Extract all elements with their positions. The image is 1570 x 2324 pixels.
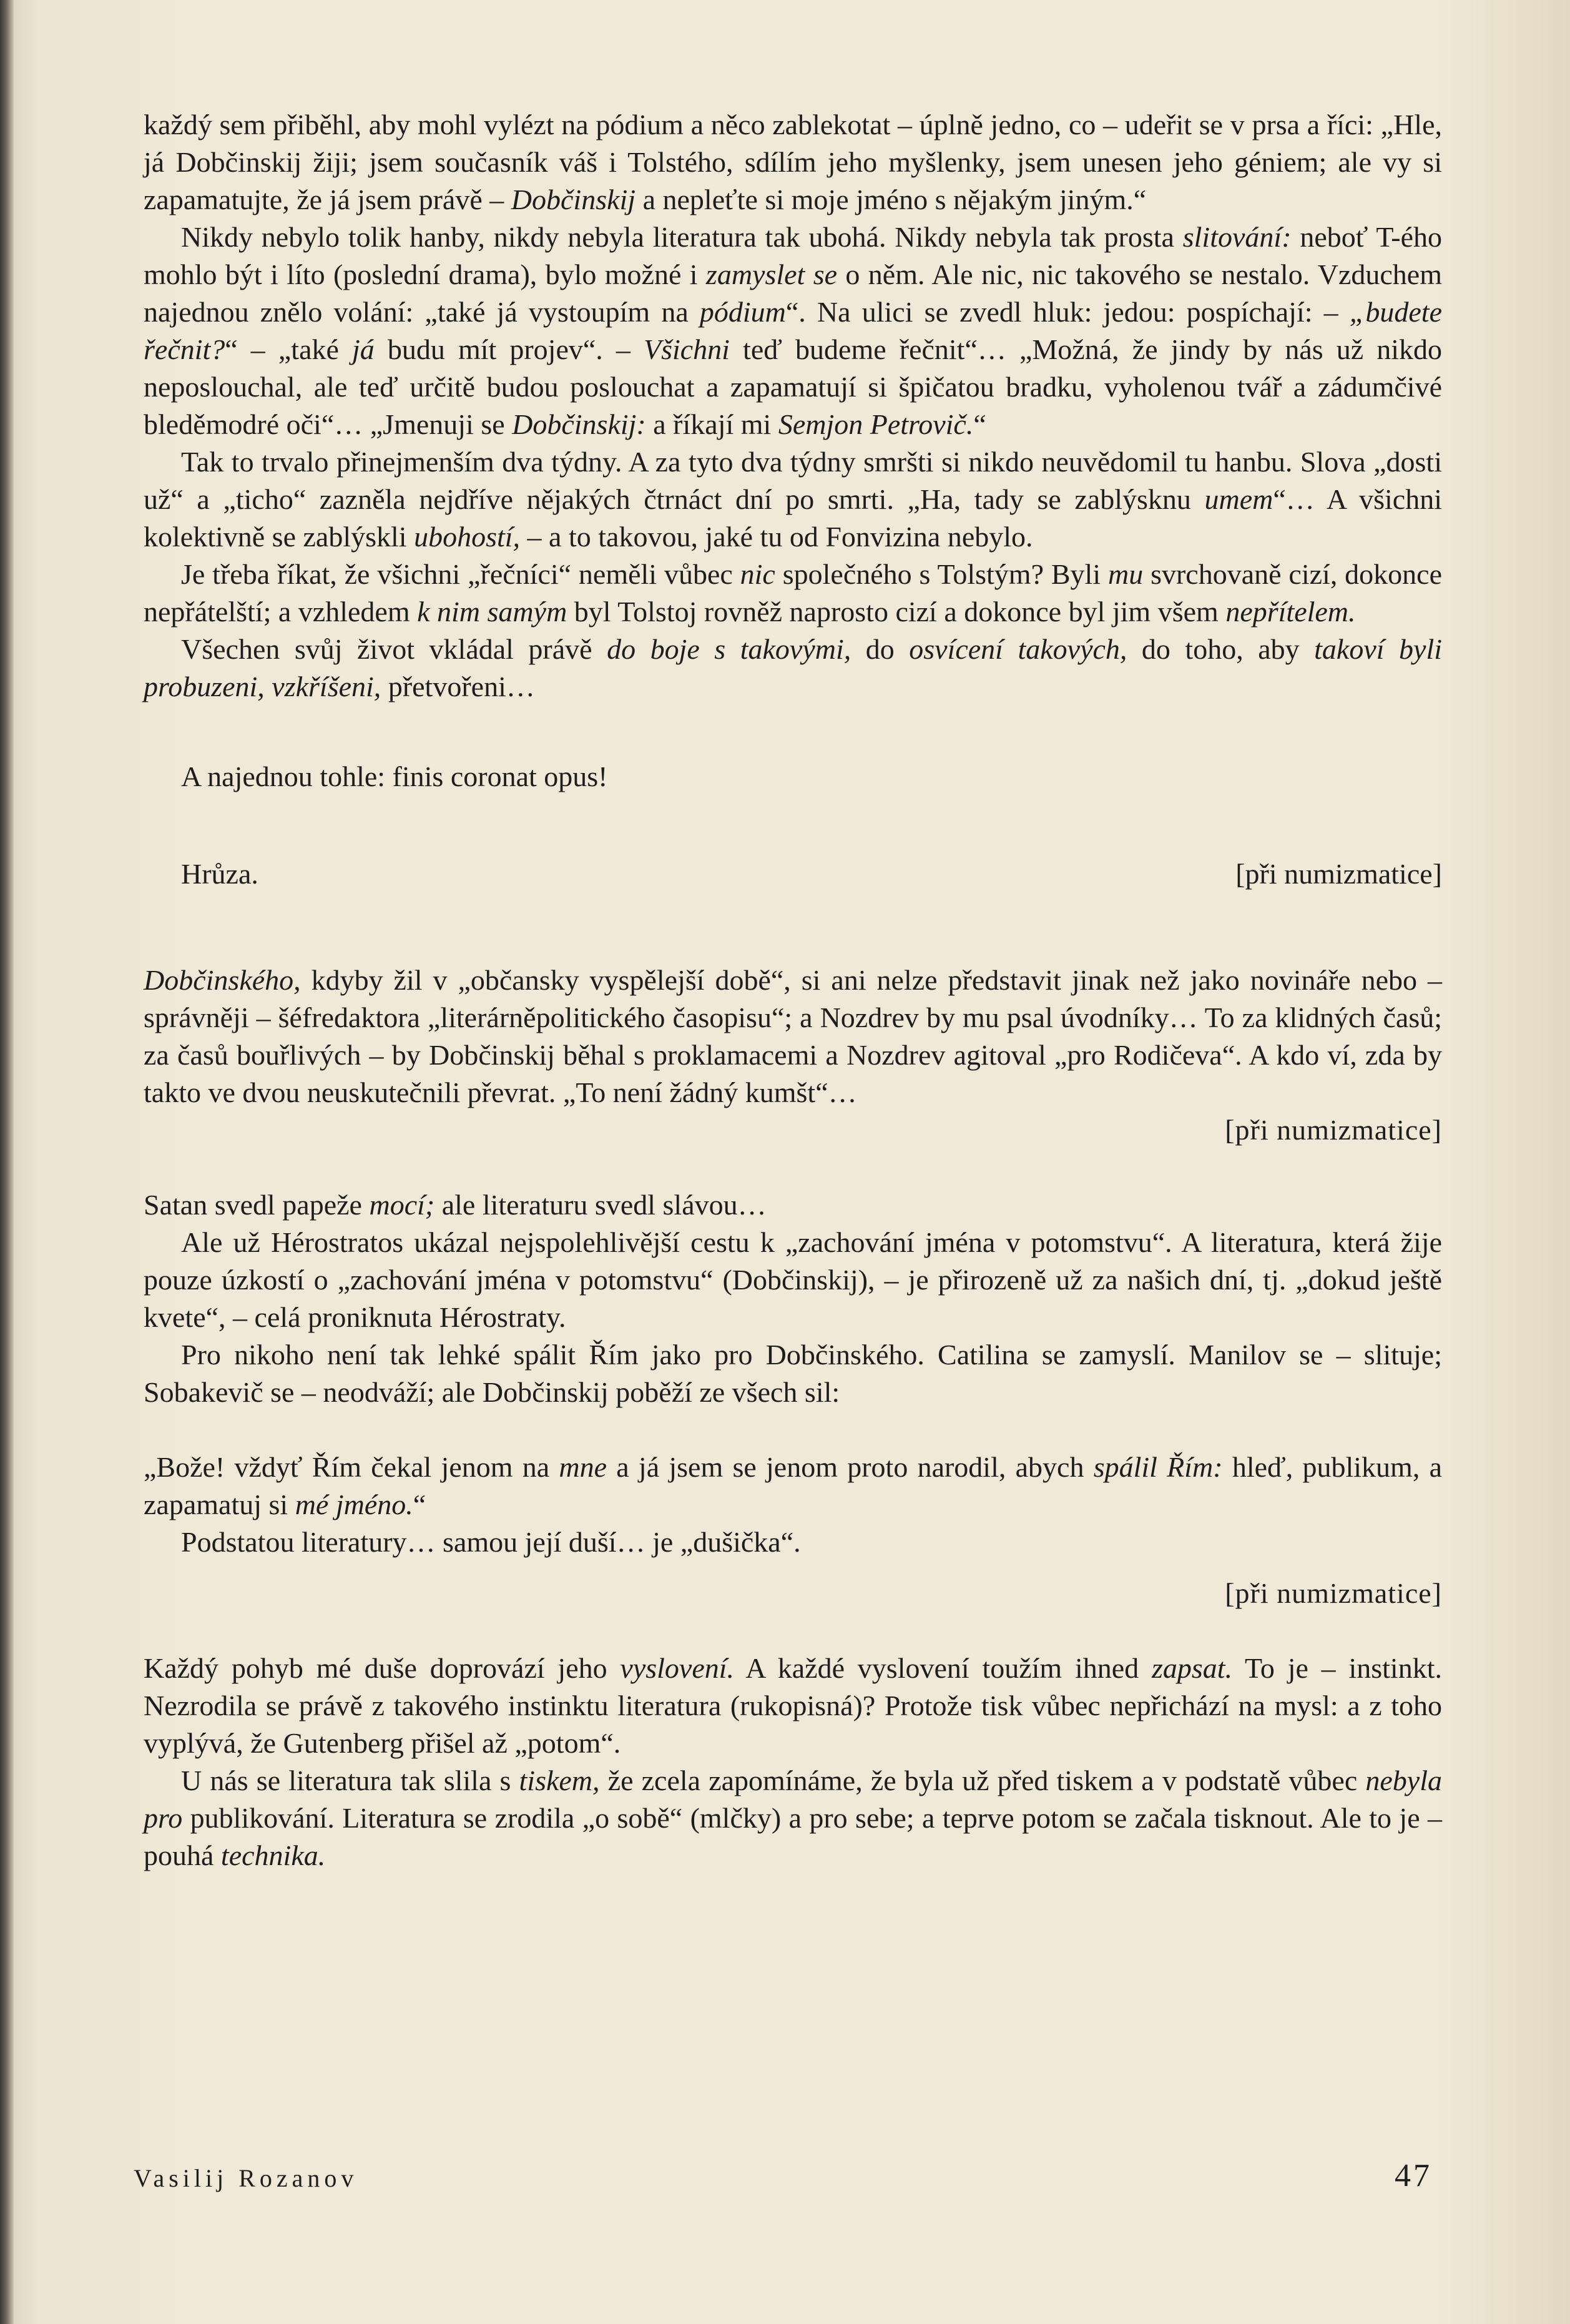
paragraph-4: Je třeba říkat, že všichni „řečníci“ neměli vůbec nic společného s Tolstým? Byli mu svrchovaně cizí, dokonce nepřátelští; a vzhledem k nim samým byl Tolstoj rovněž naprosto cizí a dokonce byl jim všem nepřítelem. <box>144 558 1443 628</box>
paragraph-podstatou: Podstatou literatury… samou její duší… je „dušička“. <box>181 1526 801 1558</box>
paragraph-hruza: Hrůza. <box>181 858 258 890</box>
paragraph-u-nas: U nás se literatura tak slila s tiskem, že zcela zapomínáme, že byla už před tiskem a v podstatě vůbec nebyla pro publikování. Literatura se zrodila „o sobě“ (mlčky) a pro sebe; a teprve potom se začala tisknout. Ale to je – pouhá technika. <box>144 1765 1442 1871</box>
book-spine-shadow <box>0 0 14 2324</box>
paragraph-dobcinskeho: Dobčinského, kdyby žil v „občansky vyspělejší době“, si ani nelze představit jinak než jako novináře nebo – správněji – šéfredaktora „literárněpolitického časopisu“; a Nozdrev by mu psal úvodníky… To za klidných časů; za časů bouřlivých – by Dobčinskij běhal s proklamacemi a Nozdrev agitoval „pro Rodičeva“. A kdo ví, zda by takto ve dvou neuskutečnili převrat. „To není žádný kumšt“… <box>144 964 1442 1108</box>
paragraph-5: Všechen svůj život vkládal právě do boje s takovými, do osvícení takových, do toho, aby takoví byli probuzeni, vzkříšeni, přetvořeni… <box>144 633 1443 702</box>
paragraph-satan: Satan svedl papeže mocí; ale literaturu svedl slávou… <box>144 1189 767 1221</box>
paragraph-rim: Pro nikoho není tak lehké spálit Řím jako pro Dobčinského. Catilina se zamyslí. Manilov se – slituje; Sobakevič se – neodváží; ale Dobčinskij poběží ze všech sil: <box>144 1339 1442 1408</box>
paragraph-2: Nikdy nebylo tolik hanby, nikdy nebyla literatura tak ubohá. Nikdy nebyla tak prosta slitování: neboť T-ého mohlo být i líto (poslední drama), bylo možné i zamyslet se o něm. Ale nic, nic takového se nestalo. Vzduchem najednou znělo volání: „také já vystoupím na pódium“. Na ulici se zvedl hluk: jedou: pospíchají: – „budete řečnit?“ – „také já budu mít projev“. – Všichni teď budeme řečnit“… „Možná, že jindy by nás už nikdo neposlouchal, ale teď určitě budou poslouchat a zapamatují si špičatou bradku, vyholenou tvář a zádumčivé bleděmodré oči“… „Jmenuji se Dobčinskij: a říkají mi Semjon Petrovič.“ <box>144 221 1443 440</box>
paragraph-kazdy-pohyb: Každý pohyb mé duše doprovází jeho vyslovení. A každé vyslovení toužím ihned zapsat. To je – instinkt. Nezrodila se právě z takového instinktu literatura (rukopisná)? Protože tisk vůbec nepřichází na mysl: a z toho vyplývá, že Gutenberg přišel až „potom“. <box>144 1652 1442 1759</box>
paragraph-1: každý sem přiběhl, aby mohl vylézt na pódium a něco zablekotat – úplně jedno, co – udeřit se v prsa a říci: „Hle, já Dobčinskij žiji; jsem současník váš i Tolstého, sdílím jeho myšlenky, jsem unesen jeho géniem; ale vy si zapamatujte, že já jsem právě – Dobčinskij a nepleťte si moje jméno s nějakým jiným.“ <box>144 109 1442 215</box>
paragraph-finis: A najednou tohle: finis coronat opus! <box>181 761 608 792</box>
page-text <box>144 106 1442 1874</box>
author-name: Vasilij Rozanov <box>134 2164 358 2192</box>
reference-note: [při numizmatice] <box>1225 1114 1442 1146</box>
page-footer <box>134 2158 1432 2194</box>
reference-note: [při numizmatice] <box>1225 1577 1442 1609</box>
paragraph-boze: „Bože! vždyť Řím čekal jenom na mne a já jsem se jenom proto narodil, abych spálil Řím: hleď, publikum, a zapamatuj si mé jméno.“ <box>144 1451 1442 1520</box>
hruza-row <box>144 855 1442 893</box>
paragraph-herostratos: Ale už Hérostratos ukázal nejspolehlivější cestu k „zachování jména v potomstvu“. A literatura, která žije pouze úzkostí o „zachování jména v potomstvu“ (Dobčinskij), – je přirozeně už za našich dní, tj. „dokud ještě kvete“, – celá proniknuta Hérostraty. <box>144 1226 1442 1333</box>
reference-note: [při numizmatice] <box>1235 858 1442 890</box>
paragraph-3: Tak to trvalo přinejmenším dva týdny. A za tyto dva týdny smršti si nikdo neuvědomil tu hanbu. Slova „dosti už“ a „ticho“ zazněla nejdříve nějakých čtrnáct dní po smrti. „Ha, tady se zablýsknu umem“… A všichni kolektivně se zablýskli ubohostí, – a to takovou, jaké tu od Fonvizina nebylo. <box>144 446 1442 553</box>
page-number: 47 <box>1395 2158 1432 2194</box>
